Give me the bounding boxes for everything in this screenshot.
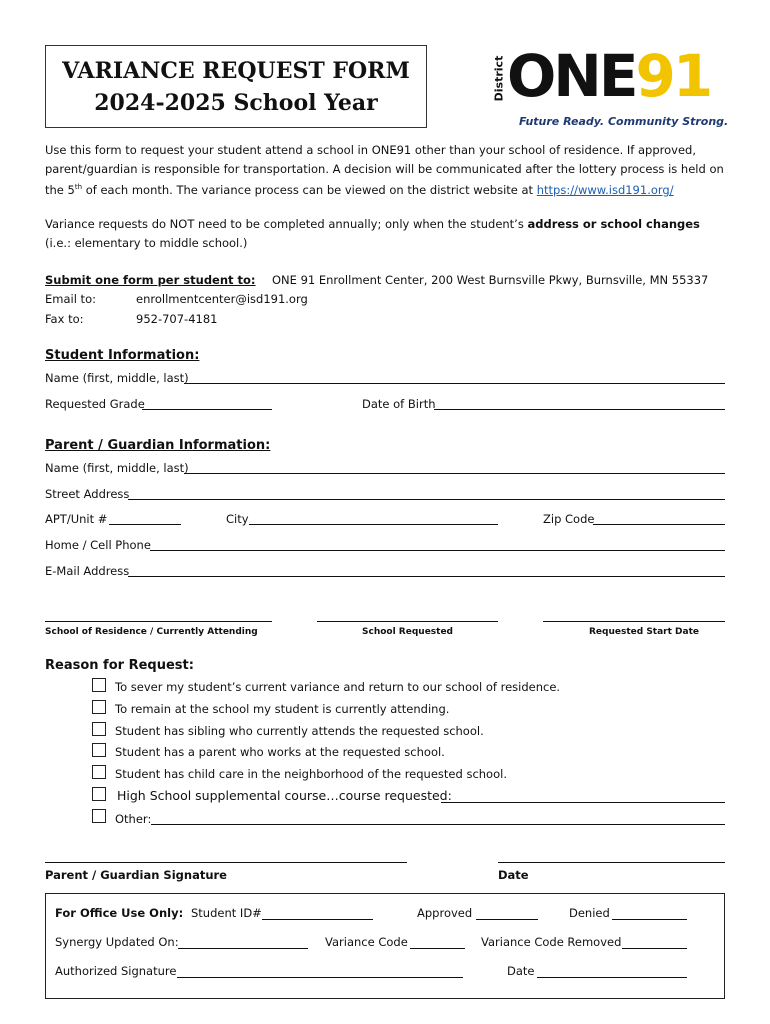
signature-date-label: Date [498, 868, 529, 882]
signature-date-field[interactable] [498, 862, 725, 863]
fax-number: 952-707-4181 [136, 312, 218, 326]
school-year-title: 2024-2025 School Year [94, 90, 378, 116]
approved-label: Approved [417, 906, 473, 920]
school-residence-field[interactable] [45, 621, 272, 622]
requested-grade-label: Requested Grade [45, 397, 145, 411]
reason-label-parent-works: Student has a parent who works at the requested school. [115, 745, 445, 759]
apt-label: APT/Unit # [45, 512, 108, 526]
city-label: City [226, 512, 249, 526]
annual-note: Variance requests do NOT need to be completed annually; only when the student’s address or school changes (i.e.: elementary to middle school.) [45, 217, 700, 250]
district-website-link[interactable]: https://www.isd191.org/ [536, 182, 674, 197]
student-name-label: Name (first, middle, last) [45, 371, 189, 385]
reason-heading: Reason for Request: [45, 658, 194, 673]
office-use-heading: For Office Use Only: [55, 906, 184, 920]
parent-info-heading: Parent / Guardian Information: [45, 438, 271, 453]
synergy-field[interactable] [178, 948, 308, 949]
reason-label-remain: To remain at the school my student is currently attending. [115, 702, 450, 716]
requested-grade-field[interactable] [142, 409, 272, 410]
reason-label-supplemental: High School supplemental course…course requested: [117, 788, 452, 803]
fax-label: Fax to: [45, 312, 84, 326]
parent-email-label: E-Mail Address [45, 564, 130, 578]
office-date-label: Date [507, 964, 535, 978]
variance-code-field[interactable] [410, 948, 465, 949]
parent-signature-label: Parent / Guardian Signature [45, 868, 227, 882]
logo-district-text: District [492, 55, 506, 102]
reason-checkbox-sibling[interactable] [92, 722, 106, 736]
variance-removed-field[interactable] [622, 948, 687, 949]
email-label: Email to: [45, 292, 96, 306]
reason-label-other: Other: [115, 812, 152, 826]
student-id-field[interactable] [262, 919, 373, 920]
other-reason-field[interactable] [151, 824, 725, 825]
intro-paragraph: Use this form to request your student attend a school in ONE91 other than your school of residence. If approved, parent/guardian is responsible for transportation. A decision will be communicated after the lottery process is held on the 5th of each month. The variance process can be viewed on the district website at https://www.isd191.org/ [45, 143, 724, 197]
office-date-field[interactable] [537, 977, 687, 978]
reason-checkbox-remain[interactable] [92, 700, 106, 714]
start-date-field[interactable] [543, 621, 725, 622]
form-title-box [45, 45, 427, 128]
reason-label-sever: To sever my student’s current variance and return to our school of residence. [115, 680, 561, 694]
supplemental-course-field[interactable] [441, 802, 725, 803]
reason-checkbox-child-care[interactable] [92, 765, 106, 779]
parent-email-field[interactable] [128, 576, 725, 577]
student-id-label: Student ID# [191, 906, 262, 920]
office-use-box [45, 893, 725, 999]
logo-tagline: Future Ready. Community Strong. [519, 115, 729, 128]
apt-field[interactable] [109, 524, 181, 525]
variance-code-label: Variance Code [325, 935, 408, 949]
reason-checkbox-sever[interactable] [92, 678, 106, 692]
phone-label: Home / Cell Phone [45, 538, 151, 552]
school-residence-label: School of Residence / Currently Attending [45, 627, 258, 637]
denied-field[interactable] [612, 919, 687, 920]
variance-removed-label: Variance Code Removed [481, 935, 622, 949]
logo-one-text: ONE [507, 42, 636, 110]
parent-signature-field[interactable] [45, 862, 407, 863]
school-requested-field[interactable] [317, 621, 498, 622]
student-name-field[interactable] [184, 383, 725, 384]
auth-signature-field[interactable] [177, 977, 463, 978]
zip-field[interactable] [593, 524, 725, 525]
school-requested-label: School Requested [362, 627, 454, 637]
auth-signature-label: Authorized Signature [55, 964, 177, 978]
dob-label: Date of Birth [362, 397, 436, 411]
reason-label-sibling: Student has sibling who currently attends the requested school. [115, 724, 484, 738]
student-info-heading: Student Information: [45, 348, 200, 363]
street-field[interactable] [128, 499, 725, 500]
reason-label-child-care: Student has child care in the neighborhood of the requested school. [115, 767, 507, 781]
submit-label: Submit one form per student to: [45, 273, 256, 287]
denied-label: Denied [569, 906, 610, 920]
zip-label: Zip Code [543, 512, 595, 526]
form-title: VARIANCE REQUEST FORM [62, 58, 410, 84]
enrollment-address: ONE 91 Enrollment Center, 200 West Burnsville Pkwy, Burnsville, MN 55337 [272, 273, 709, 287]
phone-field[interactable] [150, 550, 725, 551]
reason-checkbox-supplemental[interactable] [92, 787, 106, 801]
parent-name-label: Name (first, middle, last) [45, 461, 189, 475]
logo-91-text: 91 [635, 42, 711, 110]
parent-name-field[interactable] [184, 473, 725, 474]
start-date-label: Requested Start Date [589, 627, 700, 637]
dob-field[interactable] [434, 409, 725, 410]
synergy-label: Synergy Updated On: [55, 935, 179, 949]
reason-checkbox-parent-works[interactable] [92, 743, 106, 757]
approved-field[interactable] [476, 919, 538, 920]
reason-checkbox-other[interactable] [92, 809, 106, 823]
district-logo [491, 42, 731, 135]
city-field[interactable] [249, 524, 498, 525]
enrollment-email: enrollmentcenter@isd191.org [136, 292, 308, 306]
street-label: Street Address [45, 487, 130, 501]
